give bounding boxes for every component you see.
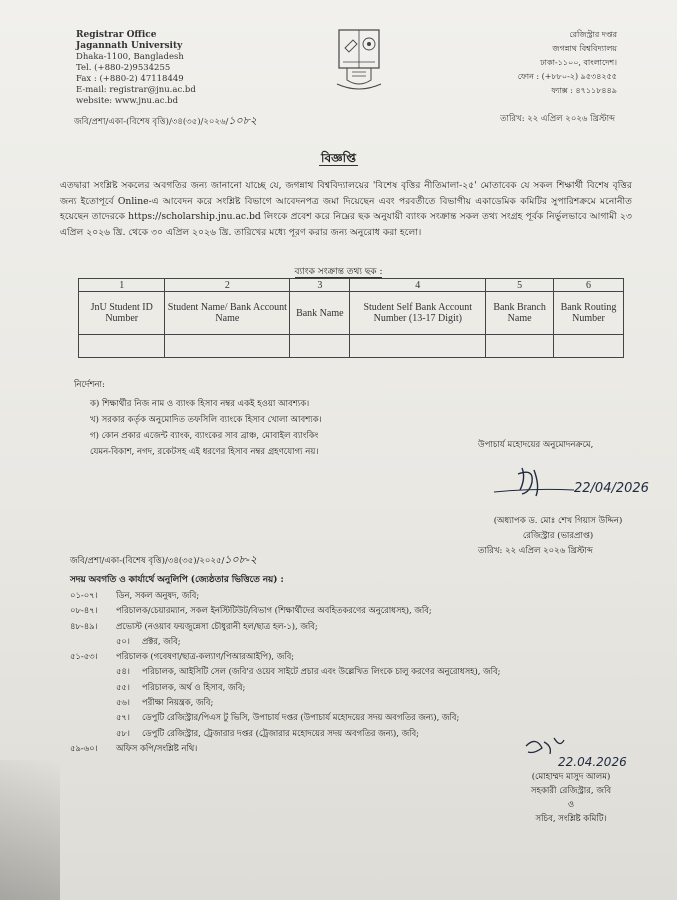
header-student-name: Student Name/ Bank Account Name <box>165 292 290 335</box>
copy-list-item <box>70 634 501 649</box>
copy-item-number: ৫৮। <box>116 727 130 738</box>
copy-item-text: পরিচালক, অর্থ ও হিসাব, জবি; <box>142 681 246 692</box>
table-row <box>79 335 624 358</box>
memo2-prefix: জবি/প্রশা/একা-(বিশেষ বৃত্তি)/৩৪(৩৫)/২০২৫/ <box>70 556 225 566</box>
table-cell <box>290 335 350 358</box>
table-cell <box>165 335 290 358</box>
table-cell <box>554 335 624 358</box>
copy-item-text: পরিচালক/চেয়ারম্যান, সকল ইনস্টিটিউট/বিভাগ (শিক্ষার্থীদের অবহিতকরণের অনুরোধসহ), জবি; <box>116 605 432 616</box>
instructions-list <box>90 396 322 460</box>
signatory2-name: (মোহাম্মদ মাসুদ আলম) <box>531 772 611 782</box>
signatory-block <box>478 514 638 544</box>
copy-list-item <box>70 619 501 634</box>
fax-en: Fax : (+880-2) 47118449 <box>76 74 184 84</box>
copy-item-text: ডিন, সকল অনুষদ, জবি; <box>116 590 200 600</box>
copy-list-item <box>70 695 501 710</box>
memo-prefix: জবি/প্রশা/একা-(বিশেষ বৃত্তি)/৩৪(৩৫)/২০২৬/ <box>74 117 229 127</box>
copy-item-number: ০১-০৭। <box>70 590 98 600</box>
table-cell <box>350 335 486 358</box>
copy-item-text: ডেপুটি রেজিস্ট্রার, ট্রেজারার দপ্তর (ট্রেজারার মহোদয়ের সদয় অবগতির জন্য), জবি; <box>142 727 420 738</box>
copy-list-item <box>70 649 501 664</box>
signature-date-2: 22.04.2026 <box>558 755 627 769</box>
col-number: 4 <box>350 279 486 292</box>
signatory-name: (অধ্যাপক ড. মোঃ শেখ গিয়াস উদ্দিন) <box>493 516 623 526</box>
header-account-number: Student Self Bank Account Number (13-17 Digit) <box>350 292 486 335</box>
header-routing-number: Bank Routing Number <box>554 292 624 335</box>
copy-item-text: পরিচালক (গবেষণা/ছাত্র-কল্যাণ/পিআরআইপি), জবি; <box>116 651 295 662</box>
issue-date: তারিখ: ২২ এপ্রিল ২০২৬ খ্রিস্টাব্দ <box>500 114 615 124</box>
copy-item-text: প্রক্টর, জবি; <box>142 635 181 646</box>
office-name-bn: রেজিস্ট্রার দপ্তর <box>569 30 617 39</box>
fax-bn: ফ্যাক্স : ৪৭১১৮৪৪৯ <box>551 86 617 95</box>
instruction-item: খ) সরকার কর্তৃক অনুমোদিত তফসিলি ব্যাংকে হিসাব খোলা আবশ্যক। <box>90 415 322 425</box>
copy-item-text: অফিস কপি/সংশ্লিষ্ট নথি। <box>116 742 198 753</box>
registrar-signature <box>492 462 662 512</box>
copy-item-number: ৫৯-৬০। <box>70 742 98 753</box>
copy-item-number: ৫১-৫৩। <box>70 651 98 662</box>
email-en: E-mail: registrar@jnu.ac.bd <box>76 85 196 95</box>
instruction-item: ক) শিক্ষার্থীর নিজ নাম ও ব্যাংক হিসাব নম্বর একই হওয়া আবশ্যক। <box>90 399 310 409</box>
copy-item-text: পরিচালক, আইসিটি সেল (জবি'র ওয়েব সাইটে প্রচার এবং উল্লেখিত লিংকে চালু করণের অনুরোধসহ), জবি; <box>142 666 501 677</box>
page-shadow <box>0 760 60 900</box>
tel-en: Tel. (+880-2)9534255 <box>76 63 171 73</box>
table-number-row <box>79 279 624 292</box>
signatory2-block <box>506 770 636 826</box>
copy-list <box>70 588 501 756</box>
assistant-registrar-signature <box>520 732 640 772</box>
signature-date: 22/04/2026 <box>574 481 649 496</box>
university-name-bn: জগন্নাথ বিশ্ববিদ্যালয় <box>552 44 617 53</box>
col-number: 5 <box>486 279 554 292</box>
copy-list-item <box>70 588 501 603</box>
signatory-title: রেজিস্ট্রার (ভারপ্রাপ্ত) <box>522 531 594 541</box>
signatory2-conjunction: ও <box>567 800 575 810</box>
col-number: 1 <box>79 279 165 292</box>
signatory2-title-committee: সচিব, সংশ্লিষ্ট কমিটি। <box>535 814 607 824</box>
instruction-item: গ) কোন প্রকার এজেন্ট ব্যাংক, ব্যাংকের সাব ব্রাঞ্চ, মোবাইল ব্যাংকিং <box>90 431 319 441</box>
table-cell <box>79 335 165 358</box>
memo-reference-2 <box>70 551 257 570</box>
col-number: 2 <box>165 279 290 292</box>
header-branch-name: Bank Branch Name <box>486 292 554 335</box>
col-number: 3 <box>290 279 350 292</box>
approval-line: উপাচার্য মহোদয়ের অনুমোদনক্রমে, <box>478 440 594 450</box>
instructions-label: নির্দেশনা: <box>74 380 105 390</box>
memo2-number: ১০৮-২ <box>224 553 257 566</box>
memo-number: ১০৮২ <box>228 114 257 127</box>
university-logo-icon <box>333 28 385 92</box>
copy-item-text: ডেপুটি রেজিস্ট্রার/পিএস টু ভিসি, উপাচার্য দপ্তর (উপাচার্য মহোদয়ের সদয় অবগতির জন্য), জবি; <box>142 712 460 723</box>
university-name-en: Jagannath University <box>76 41 183 51</box>
bank-info-table <box>78 278 624 358</box>
copy-list-item <box>70 726 501 741</box>
bottom-date: তারিখ: ২২ এপ্রিল ২০২৬ খ্রিস্টাব্দ <box>478 546 593 556</box>
copy-list-item <box>70 664 501 679</box>
copy-item-text: প্রভোস্ট (নওয়াব ফয়জুন্নেসা চৌধুরানী হল/ছাত্র হল-১), জবি; <box>116 620 318 631</box>
phone-bn: ফোন : (+৮৮০-২) ৯৫৩৪২৫৫ <box>517 72 617 81</box>
copy-list-item <box>70 710 501 725</box>
copy-item-number: ৫৪। <box>116 666 130 677</box>
table-caption: ব্যাংক সংক্রান্ত তথ্য ছক : <box>294 267 383 277</box>
copy-list-title: সদয় অবগতি ও কার্যার্থে অনুলিপি (জ্যেষ্ঠতার ভিত্তিতে নয়) : <box>70 575 284 585</box>
instruction-item: যেমন-বিকাশ, নগদ, রকেটসহ এই ধরণের হিসাব নম্বর গ্রহণযোগ্য নয়। <box>90 447 319 457</box>
address-bn: ঢাকা-১১০০, বাংলাদেশ। <box>540 58 617 67</box>
copy-item-number: ৪৮-৪৯। <box>70 620 98 631</box>
col-number: 6 <box>554 279 624 292</box>
table-header-row <box>79 292 624 335</box>
header-english <box>76 30 196 107</box>
notice-title: বিজ্ঞপ্তি <box>321 151 356 165</box>
notice-body: এতদ্বারা সংশ্লিষ্ট সকলের অবগতির জন্য জানানো যাচ্ছে যে, জগন্নাথ বিশ্ববিদ্যালয়ের 'বিশেষ বৃত্তির নীতিমালা-২৫' মোতাবেক যে সকল শিক্ষার্থী বিশেষ বৃত্তির জন্য ইতোপূর্বে Online-এ আবেদন করে সংশ্লিষ্ট বিভাগে আবেদনপত্র জমা দিয়েছেন এবং পরবর্তীতে বিভাগীয় একাডেমিক কমিটির সুপারিশক্রমে মনোনীত হয়েছেন তাদেরকে https://scholarship.jnu.ac.bd লিংকে প্রবেশ করে নিম্নের ছক অনুযায়ী ব্যাংক সংক্রান্ত সকল তথ্য সংগ্রহ পূর্বক নির্ভুলভাবে আগামী ২৩ এপ্রিল ২০২৬ খ্রি. থেকে ৩০ এপ্রিল ২০২৬ খ্রি. তারিখের মধ্যে পূরণ করার জন্য অনুরোধ করা হলো। <box>60 180 632 238</box>
copy-item-number: ৫৫। <box>116 681 130 692</box>
memo-reference <box>74 112 257 131</box>
website-en: website: www.jnu.ac.bd <box>76 96 179 106</box>
signatory2-title: সহকারী রেজিস্ট্রার, জবি <box>530 786 612 796</box>
copy-item-number: ০৮-৪৭। <box>70 605 98 616</box>
header-bank-name: Bank Name <box>290 292 350 335</box>
copy-item-number: ৫০। <box>116 635 130 646</box>
copy-item-number: ৫৬। <box>116 697 130 708</box>
copy-item-number: ৫৭। <box>116 712 130 723</box>
table-cell <box>486 335 554 358</box>
copy-list-item <box>70 741 501 756</box>
copy-list-item <box>70 680 501 695</box>
copy-item-text: পরীক্ষা নিয়ন্ত্রক, জবি; <box>142 697 214 708</box>
address-en: Dhaka-1100, Bangladesh <box>76 52 184 62</box>
office-name-en: Registrar Office <box>76 30 157 40</box>
header-bangla <box>518 28 617 98</box>
copy-list-item <box>70 603 501 618</box>
header-student-id: JnU Student ID Number <box>79 292 165 335</box>
